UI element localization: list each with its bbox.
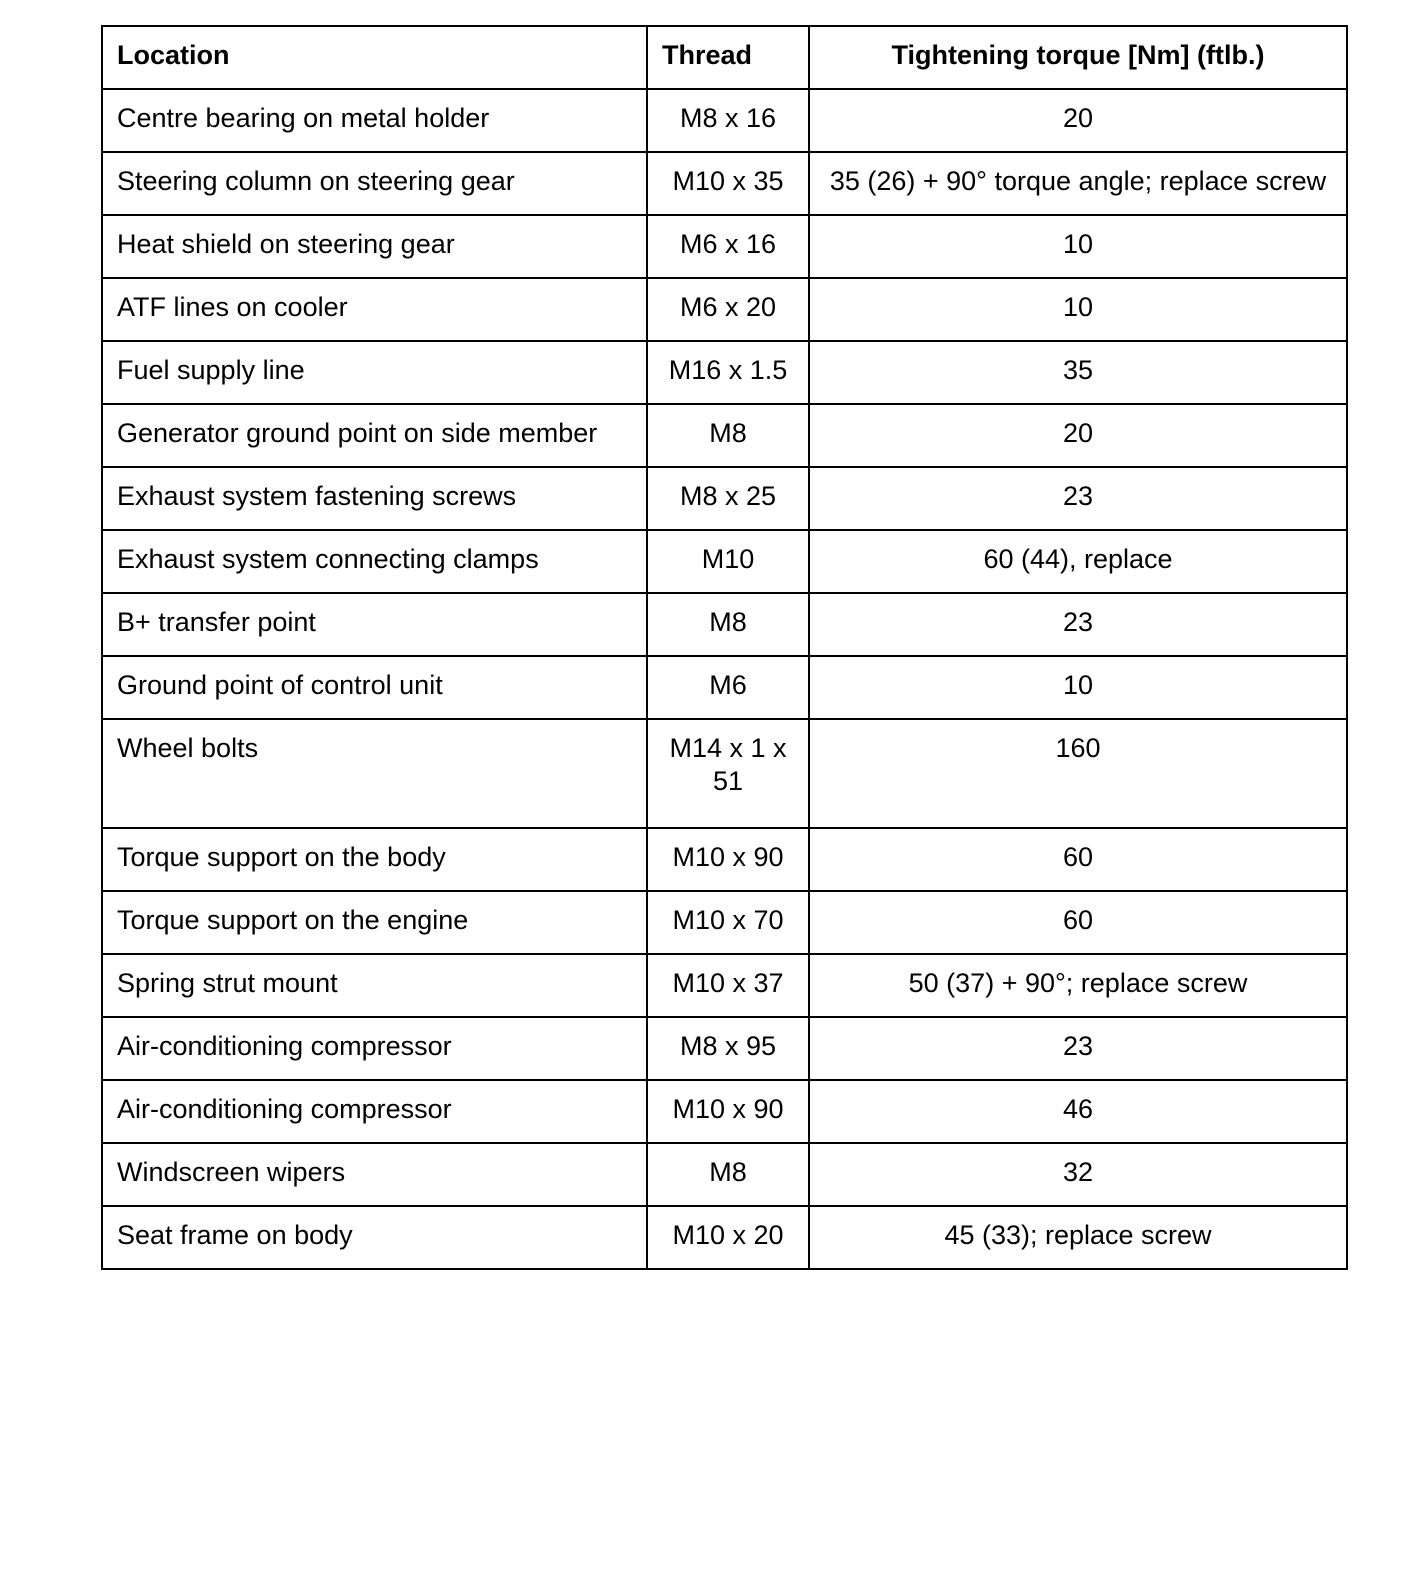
cell-thread: M6 x 20 — [647, 278, 809, 341]
cell-torque: 60 — [809, 891, 1347, 954]
cell-thread: M8 x 16 — [647, 89, 809, 152]
cell-thread: M10 x 37 — [647, 954, 809, 1017]
cell-torque: 60 — [809, 828, 1347, 891]
cell-location: Fuel supply line — [102, 341, 647, 404]
cell-torque: 160 — [809, 719, 1347, 828]
table-row — [102, 1017, 1347, 1080]
table-row — [102, 891, 1347, 954]
table-row — [102, 656, 1347, 719]
cell-thread: M10 x 90 — [647, 1080, 809, 1143]
cell-torque: 23 — [809, 1017, 1347, 1080]
cell-torque: 45 (33); replace screw — [809, 1206, 1347, 1269]
cell-location: Generator ground point on side member — [102, 404, 647, 467]
cell-thread: M10 x 70 — [647, 891, 809, 954]
table-row — [102, 719, 1347, 828]
cell-location: Air-conditioning compressor — [102, 1080, 647, 1143]
table-row — [102, 152, 1347, 215]
cell-torque: 46 — [809, 1080, 1347, 1143]
cell-location: ATF lines on cooler — [102, 278, 647, 341]
header-location: Location — [102, 26, 647, 89]
cell-torque: 10 — [809, 278, 1347, 341]
table-row — [102, 828, 1347, 891]
cell-torque: 35 (26) + 90° torque angle; replace screw — [809, 152, 1347, 215]
cell-torque: 20 — [809, 89, 1347, 152]
cell-torque: 23 — [809, 593, 1347, 656]
cell-torque: 23 — [809, 467, 1347, 530]
cell-torque: 60 (44), replace — [809, 530, 1347, 593]
table-row — [102, 341, 1347, 404]
cell-torque: 32 — [809, 1143, 1347, 1206]
table-row — [102, 954, 1347, 1017]
table-header-row — [102, 26, 1347, 89]
cell-location: Torque support on the engine — [102, 891, 647, 954]
cell-location: Torque support on the body — [102, 828, 647, 891]
cell-location: Air-conditioning compressor — [102, 1017, 647, 1080]
cell-torque: 10 — [809, 215, 1347, 278]
table-row — [102, 1143, 1347, 1206]
cell-thread: M14 x 1 x 51 — [647, 719, 809, 828]
table-row — [102, 593, 1347, 656]
cell-thread: M8 — [647, 404, 809, 467]
table-row — [102, 89, 1347, 152]
cell-torque: 50 (37) + 90°; replace screw — [809, 954, 1347, 1017]
cell-location: Wheel bolts — [102, 719, 647, 828]
cell-thread: M16 x 1.5 — [647, 341, 809, 404]
table-row — [102, 404, 1347, 467]
cell-thread: M10 x 20 — [647, 1206, 809, 1269]
table-row — [102, 1206, 1347, 1269]
cell-thread: M8 x 25 — [647, 467, 809, 530]
cell-location: Exhaust system fastening screws — [102, 467, 647, 530]
header-torque: Tightening torque [Nm] (ftlb.) — [809, 26, 1347, 89]
cell-location: Heat shield on steering gear — [102, 215, 647, 278]
header-thread: Thread — [647, 26, 809, 89]
table-row — [102, 278, 1347, 341]
cell-location: B+ transfer point — [102, 593, 647, 656]
cell-torque: 20 — [809, 404, 1347, 467]
cell-location: Spring strut mount — [102, 954, 647, 1017]
cell-location: Steering column on steering gear — [102, 152, 647, 215]
cell-thread: M6 — [647, 656, 809, 719]
cell-thread: M8 — [647, 1143, 809, 1206]
cell-thread: M8 x 95 — [647, 1017, 809, 1080]
table-row — [102, 215, 1347, 278]
cell-thread: M10 x 90 — [647, 828, 809, 891]
table-row — [102, 1080, 1347, 1143]
cell-thread: M10 x 35 — [647, 152, 809, 215]
cell-torque: 35 — [809, 341, 1347, 404]
cell-thread: M10 — [647, 530, 809, 593]
torque-spec-table — [101, 25, 1348, 1270]
cell-thread: M6 x 16 — [647, 215, 809, 278]
table-row — [102, 530, 1347, 593]
cell-location: Centre bearing on metal holder — [102, 89, 647, 152]
cell-location: Exhaust system connecting clamps — [102, 530, 647, 593]
cell-thread: M8 — [647, 593, 809, 656]
cell-torque: 10 — [809, 656, 1347, 719]
cell-location: Ground point of control unit — [102, 656, 647, 719]
cell-location: Seat frame on body — [102, 1206, 647, 1269]
cell-location: Windscreen wipers — [102, 1143, 647, 1206]
table-row — [102, 467, 1347, 530]
